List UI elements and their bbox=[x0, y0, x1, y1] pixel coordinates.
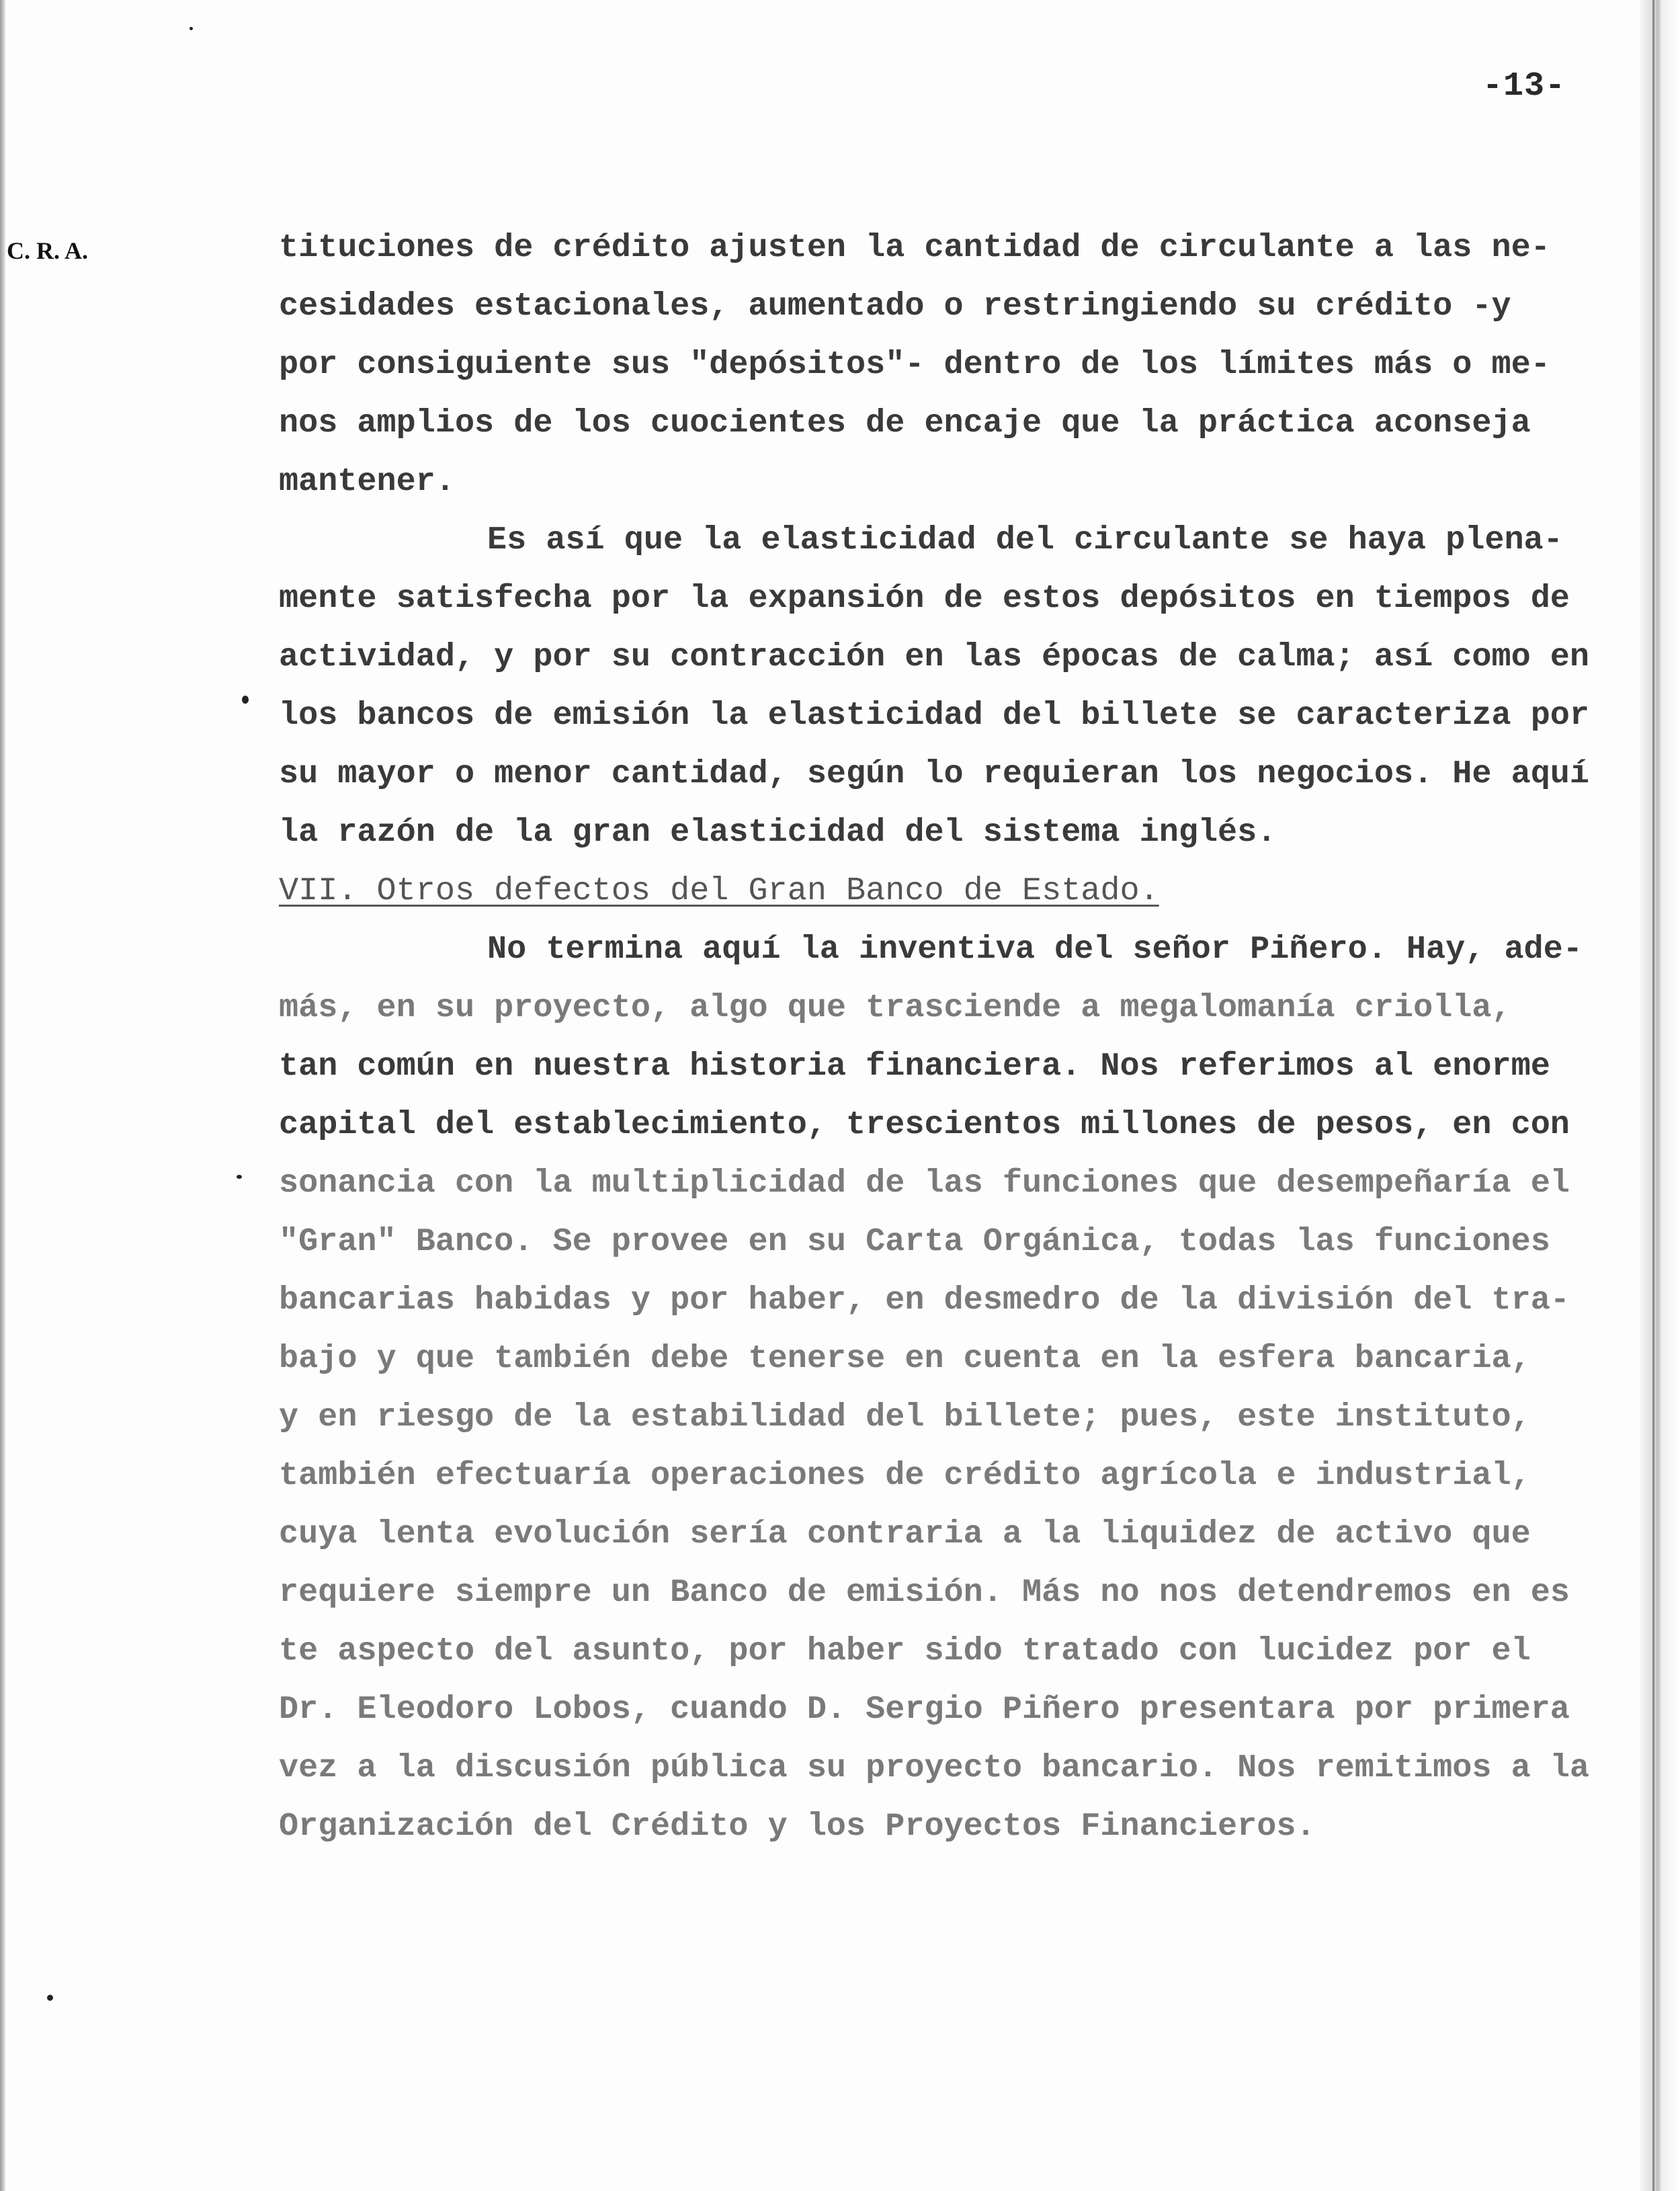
scan-binding-line bbox=[1652, 0, 1654, 2191]
text-line: por consiguiente sus "depósitos"- dentro de los límites más o me- bbox=[279, 346, 1550, 383]
text-line: cesidades estacionales, aumentado o restringiendo su crédito -y bbox=[279, 288, 1511, 325]
text-line: actividad, y por su contracción en las épocas de calma; así como en bbox=[279, 638, 1590, 675]
text-line: No termina aquí la inventiva del señor Piñero. Hay, ade- bbox=[487, 931, 1583, 968]
scan-speck bbox=[242, 696, 249, 704]
text-line: sonancia con la multiplicidad de las funciones que desempeñaría el bbox=[279, 1165, 1570, 1202]
text-line: cuya lenta evolución sería contraria a la liquidez de activo que bbox=[279, 1516, 1531, 1553]
scan-speck bbox=[190, 27, 193, 30]
text-line: bajo y que también debe tenerse en cuenta en la esfera bancaria, bbox=[279, 1340, 1531, 1377]
scan-speck bbox=[237, 1175, 242, 1179]
text-line: mente satisfecha por la expansión de estos depósitos en tiempos de bbox=[279, 580, 1570, 617]
text-line: tan común en nuestra historia financiera. Nos referimos al enorme bbox=[279, 1048, 1550, 1085]
text-line: bancarias habidas y por haber, en desmedro de la división del tra- bbox=[279, 1282, 1570, 1319]
text-line: la razón de la gran elasticidad del sistema inglés. bbox=[279, 814, 1277, 851]
scan-right-edge bbox=[1640, 0, 1680, 2191]
body-text bbox=[279, 218, 1643, 1856]
text-line: nos amplios de los cuocientes de encaje que la práctica aconseja bbox=[279, 405, 1531, 442]
text-line: requiere siempre un Banco de emisión. Más no nos detendremos en es bbox=[279, 1574, 1570, 1611]
text-line: más, en su proyecto, algo que trasciende a megalomanía criolla, bbox=[279, 989, 1511, 1026]
text-line: Organización del Crédito y los Proyectos Financieros. bbox=[279, 1808, 1316, 1845]
text-line: capital del establecimiento, trescientos millones de pesos, en con bbox=[279, 1106, 1570, 1143]
page-number: -13- bbox=[1482, 67, 1566, 106]
text-line: Dr. Eleodoro Lobos, cuando D. Sergio Piñero presentara por primera bbox=[279, 1691, 1570, 1728]
text-line: mantener. bbox=[279, 463, 455, 500]
scan-speck bbox=[47, 1995, 53, 2001]
text-line: "Gran" Banco. Se provee en su Carta Orgánica, todas las funciones bbox=[279, 1223, 1550, 1260]
text-line: te aspecto del asunto, por haber sido tratado con lucidez por el bbox=[279, 1632, 1531, 1669]
text-line: Es así que la elasticidad del circulante se haya plena- bbox=[487, 522, 1563, 559]
text-line: vez a la discusión pública su proyecto bancario. Nos remitimos a la bbox=[279, 1749, 1590, 1786]
text-line: su mayor o menor cantidad, según lo requieran los negocios. He aquí bbox=[279, 755, 1590, 792]
text-line: y en riesgo de la estabilidad del billete; pues, este instituto, bbox=[279, 1399, 1531, 1436]
text-line: los bancos de emisión la elasticidad del billete se caracteriza por bbox=[279, 697, 1590, 734]
text-line: también efectuaría operaciones de crédito agrícola e industrial, bbox=[279, 1457, 1531, 1494]
text-line: tituciones de crédito ajusten la cantidad de circulante a las ne- bbox=[279, 229, 1550, 266]
section-heading: VII. Otros defectos del Gran Banco de Estado. bbox=[279, 872, 1159, 909]
margin-stamp: C. R. A. bbox=[7, 237, 89, 264]
scan-left-edge bbox=[0, 0, 5, 2191]
